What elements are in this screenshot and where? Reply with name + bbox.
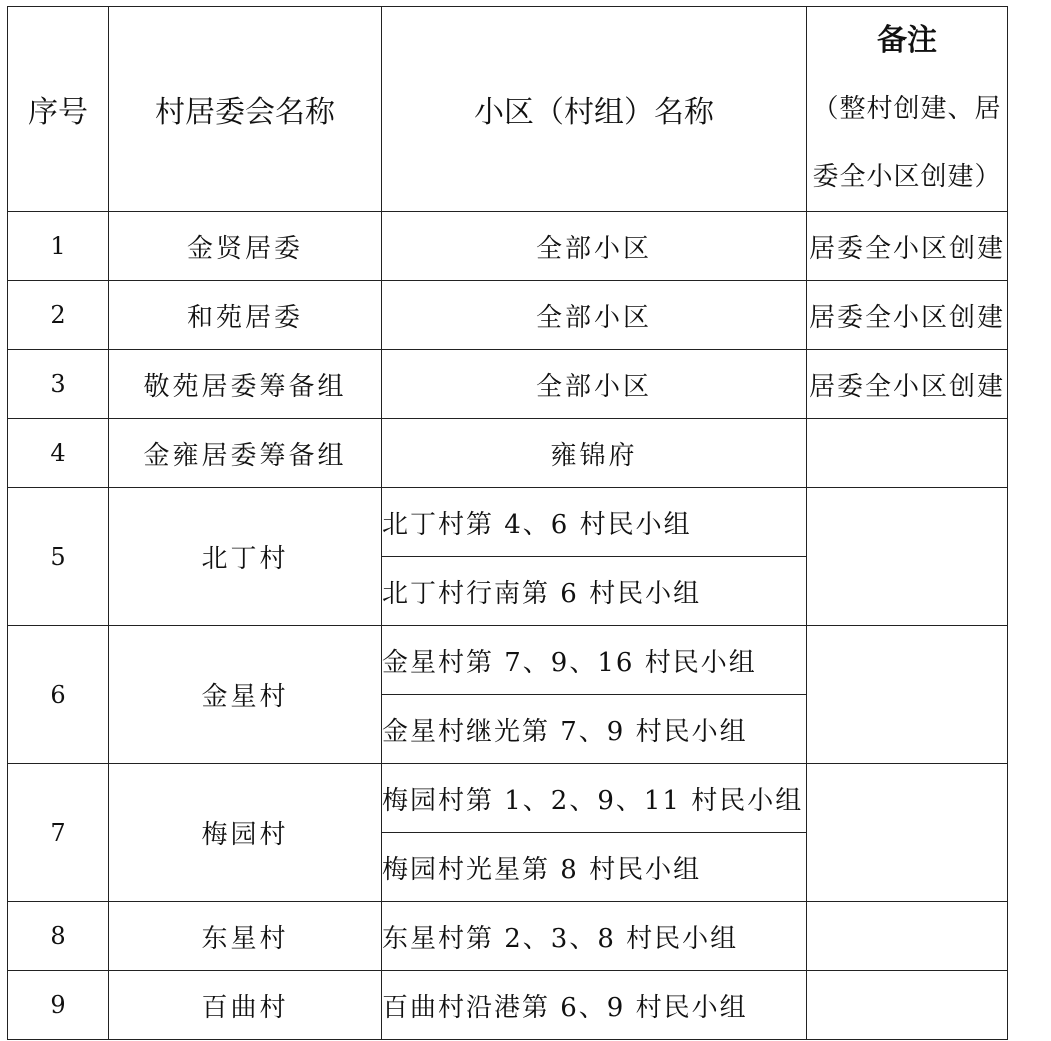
row-note: 居委全小区创建 bbox=[807, 350, 1008, 419]
table-row bbox=[8, 488, 1008, 557]
header-seq: 序号 bbox=[8, 7, 109, 212]
row-committee: 梅园村 bbox=[109, 764, 382, 902]
header-note-line2: 委全小区创建） bbox=[812, 162, 1002, 192]
row-note: 居委全小区创建 bbox=[807, 212, 1008, 281]
row-seq: 3 bbox=[8, 350, 109, 419]
row-note bbox=[807, 626, 1008, 764]
row-subdistrict: 东星村第 2、3、8 村民小组 bbox=[382, 902, 807, 971]
row-subdistrict: 雍锦府 bbox=[382, 419, 807, 488]
row-committee: 百曲村 bbox=[109, 971, 382, 1040]
row-subdistrict: 全部小区 bbox=[382, 350, 807, 419]
row-seq: 2 bbox=[8, 281, 109, 350]
row-note bbox=[807, 764, 1008, 902]
table-header-row bbox=[8, 7, 1008, 212]
row-subdistrict: 金星村继光第 7、9 村民小组 bbox=[382, 695, 807, 764]
row-committee: 和苑居委 bbox=[109, 281, 382, 350]
table-row bbox=[8, 419, 1008, 488]
row-seq: 4 bbox=[8, 419, 109, 488]
row-subdistrict: 梅园村第 1、2、9、11 村民小组 bbox=[382, 764, 807, 833]
row-seq: 7 bbox=[8, 764, 109, 902]
header-note-title: 备注 bbox=[877, 23, 937, 58]
row-subdistrict: 北丁村行南第 6 村民小组 bbox=[382, 557, 807, 626]
table-row bbox=[8, 626, 1008, 695]
row-committee: 金星村 bbox=[109, 626, 382, 764]
row-seq: 9 bbox=[8, 971, 109, 1040]
row-committee: 金贤居委 bbox=[109, 212, 382, 281]
row-seq: 8 bbox=[8, 902, 109, 971]
row-committee: 北丁村 bbox=[109, 488, 382, 626]
row-committee: 金雍居委筹备组 bbox=[109, 419, 382, 488]
header-committee: 村居委会名称 bbox=[109, 7, 382, 212]
header-note-line1: （整村创建、居 bbox=[812, 94, 1002, 124]
row-committee: 东星村 bbox=[109, 902, 382, 971]
community-table bbox=[7, 6, 1008, 1040]
table-row bbox=[8, 350, 1008, 419]
header-subdistrict: 小区（村组）名称 bbox=[382, 7, 807, 212]
row-subdistrict: 梅园村光星第 8 村民小组 bbox=[382, 833, 807, 902]
row-note bbox=[807, 971, 1008, 1040]
row-seq: 6 bbox=[8, 626, 109, 764]
table-row bbox=[8, 212, 1008, 281]
table-row bbox=[8, 902, 1008, 971]
row-seq: 1 bbox=[8, 212, 109, 281]
header-note bbox=[807, 7, 1008, 212]
row-subdistrict: 金星村第 7、9、16 村民小组 bbox=[382, 626, 807, 695]
row-committee: 敬苑居委筹备组 bbox=[109, 350, 382, 419]
table-row bbox=[8, 764, 1008, 833]
row-note bbox=[807, 488, 1008, 626]
row-note bbox=[807, 902, 1008, 971]
row-note: 居委全小区创建 bbox=[807, 281, 1008, 350]
row-note bbox=[807, 419, 1008, 488]
table-row bbox=[8, 971, 1008, 1040]
row-subdistrict: 北丁村第 4、6 村民小组 bbox=[382, 488, 807, 557]
row-subdistrict: 全部小区 bbox=[382, 281, 807, 350]
row-seq: 5 bbox=[8, 488, 109, 626]
row-subdistrict: 百曲村沿港第 6、9 村民小组 bbox=[382, 971, 807, 1040]
row-subdistrict: 全部小区 bbox=[382, 212, 807, 281]
table-row bbox=[8, 281, 1008, 350]
